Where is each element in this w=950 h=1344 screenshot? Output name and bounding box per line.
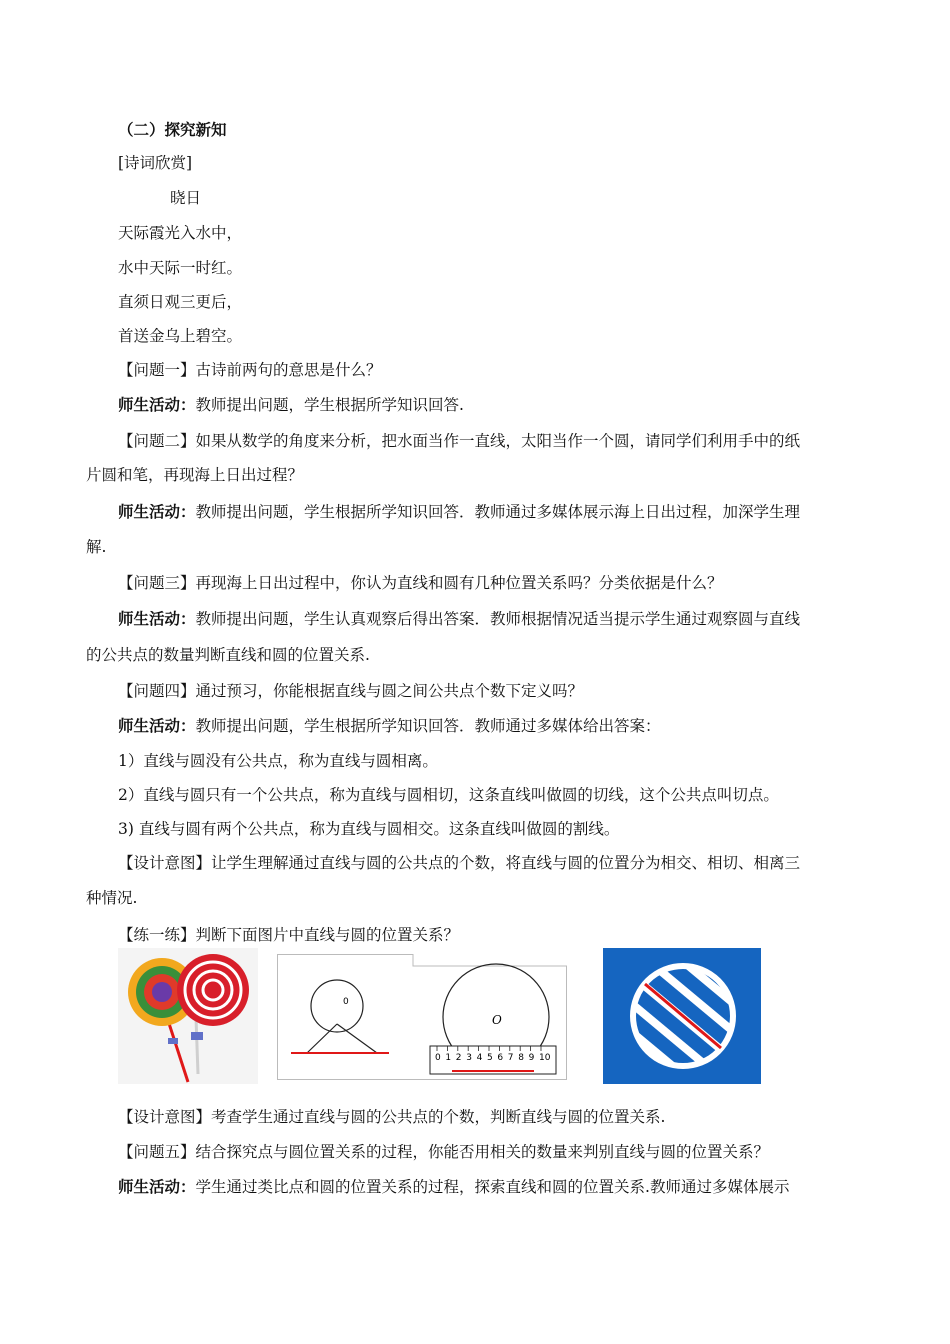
design-intent-1 xyxy=(118,853,800,873)
question-text: 再现海上日出过程中，你认为直线和圆有几种位置关系吗？分类依据是什么？ xyxy=(195,574,723,592)
definition-item: 1）直线与圆没有公共点，称为直线与圆相离。 xyxy=(118,752,438,770)
poem-section-tag: [诗词欣赏] xyxy=(118,154,193,172)
ruler-number: 4 xyxy=(476,1053,483,1063)
design-intent-1-continued: 种情况. xyxy=(86,889,138,907)
question-label: 【问题二】 xyxy=(118,432,196,450)
activity-text: 教师提出问题，学生认真观察后得出答案．教师根据情况适当提示学生通过观察圆与直线 xyxy=(195,610,801,628)
design-text: 让学生理解通过直线与圆的公共点的个数，将直线与圆的位置分为相交、相切、相离三 xyxy=(211,854,801,872)
definition-item: 3) 直线与圆有两个公共点，称为直线与圆相交。这条直线叫做圆的割线。 xyxy=(118,820,620,838)
question-4 xyxy=(118,681,583,701)
activity-label: 师生活动： xyxy=(118,717,196,735)
activity-label: 师生活动： xyxy=(118,1178,196,1196)
activity-3 xyxy=(118,609,800,629)
question-1 xyxy=(118,360,382,380)
question-3 xyxy=(118,573,723,593)
lollipop-figure xyxy=(118,948,258,1084)
ruler-number: 8 xyxy=(518,1053,524,1063)
activity-label: 师生活动： xyxy=(118,503,196,521)
activity-label: 师生活动： xyxy=(118,610,196,628)
ruler-number: 5 xyxy=(487,1053,493,1063)
definition-item: 2）直线与圆只有一个公共点，称为直线与圆相切，这条直线叫做圆的切线，这个公共点叫切点。 xyxy=(118,786,779,804)
circle-center-label: 0 xyxy=(343,997,349,1007)
activity-3-continued: 的公共点的数量判断直线和圆的位置关系. xyxy=(86,646,370,664)
question-label: 【问题四】 xyxy=(118,682,196,700)
activity-5 xyxy=(118,1177,789,1197)
poem-line: 首送金乌上碧空。 xyxy=(118,327,243,345)
activity-2 xyxy=(118,502,800,522)
question-label: 【问题一】 xyxy=(118,361,196,379)
ruler-number: 9 xyxy=(528,1053,535,1063)
ruler-number: 7 xyxy=(507,1053,514,1063)
question-5 xyxy=(118,1142,769,1162)
question-label: 【问题三】 xyxy=(118,574,196,592)
question-2-continued: 片圆和笔，再现海上日出过程？ xyxy=(86,466,304,484)
ruler-number: 10 xyxy=(539,1053,551,1063)
activity-label: 师生活动： xyxy=(118,396,196,414)
ruler-number: 6 xyxy=(497,1053,504,1063)
activity-text: 教师提出问题，学生根据所学知识回答．教师通过多媒体给出答案： xyxy=(195,717,661,735)
section-heading: （二）探究新知 xyxy=(118,121,227,139)
maze-lollipop xyxy=(177,954,249,1026)
swirl-ring xyxy=(152,982,172,1002)
practice-label: 【练一练】 xyxy=(118,926,196,944)
circle-center-label: O xyxy=(492,1013,502,1027)
poem-line: 直须日观三更后， xyxy=(118,293,243,311)
design-label: 【设计意图】 xyxy=(118,854,212,872)
ribbon xyxy=(168,1038,178,1044)
activity-text: 教师提出问题，学生根据所学知识回答．教师通过多媒体展示海上日出过程，加深学生理 xyxy=(195,503,801,521)
activity-text: 教师提出问题，学生根据所学知识回答. xyxy=(195,396,464,414)
ruler-number: 2 xyxy=(455,1053,462,1063)
question-label: 【问题五】 xyxy=(118,1143,196,1161)
geometry-figure xyxy=(277,954,567,1080)
striped-circle-figure xyxy=(603,948,761,1084)
activity-text: 学生通过类比点和圆的位置关系的过程，探索直线和圆的位置关系.教师通过多媒体展示 xyxy=(195,1178,790,1196)
poem-title: 晓日 xyxy=(170,189,202,207)
ruler-number: 1 xyxy=(445,1053,452,1063)
question-2 xyxy=(118,431,800,451)
poem-line: 水中天际一时红。 xyxy=(118,259,243,277)
activity-2-continued: 解. xyxy=(86,538,107,556)
question-text: 古诗前两句的意思是什么？ xyxy=(195,361,382,379)
poem-line: 天际霞光入水中， xyxy=(118,224,243,242)
design-label: 【设计意图】 xyxy=(118,1108,212,1126)
activity-4 xyxy=(118,716,661,736)
question-text: 如果从数学的角度来分析，把水面当作一直线，太阳当作一个圆，请同学们利用手中的纸 xyxy=(195,432,801,450)
practice-prompt xyxy=(118,925,459,945)
lollipop-stick xyxy=(196,1018,198,1074)
ruler-number: 3 xyxy=(466,1053,472,1063)
activity-1 xyxy=(118,395,464,415)
design-intent-2 xyxy=(118,1107,665,1127)
ribbon xyxy=(191,1032,203,1040)
question-text: 结合探究点与圆位置关系的过程，你能否用相关的数量来判别直线与圆的位置关系？ xyxy=(195,1143,770,1161)
design-text: 考查学生通过直线与圆的公共点的个数，判断直线与圆的位置关系. xyxy=(211,1108,666,1126)
ruler-number: 0 xyxy=(435,1053,441,1063)
practice-text: 判断下面图片中直线与圆的位置关系？ xyxy=(195,926,460,944)
question-text: 通过预习，你能根据直线与圆之间公共点个数下定义吗？ xyxy=(195,682,584,700)
